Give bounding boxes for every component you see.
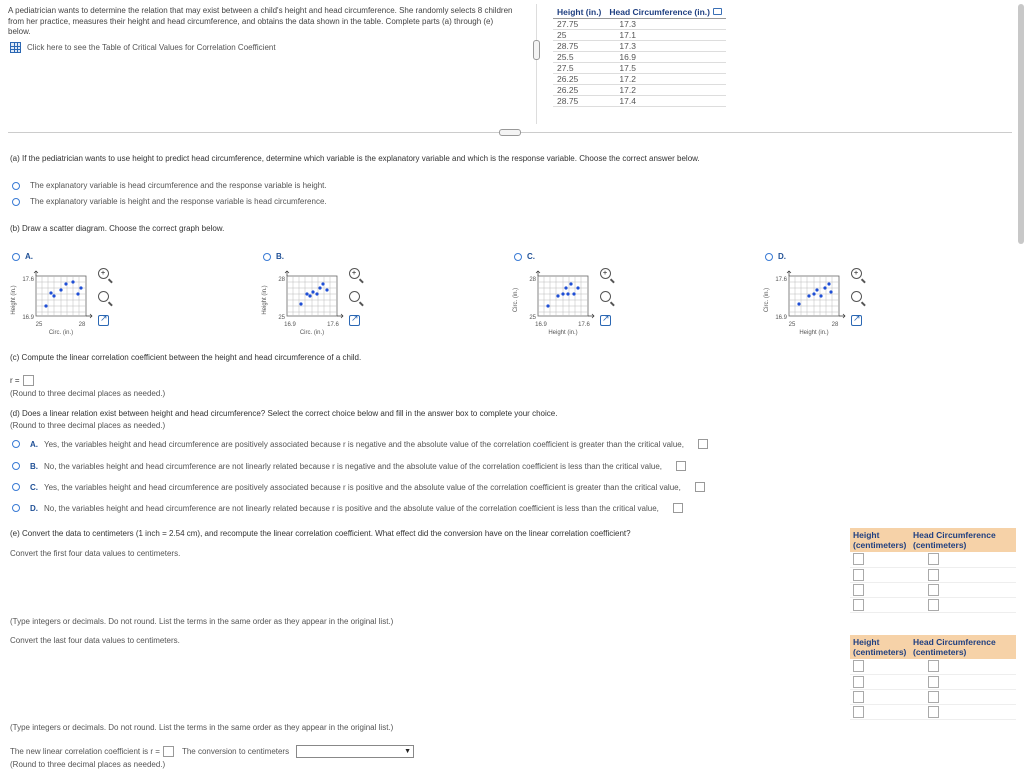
zoom-out-icon[interactable]	[98, 291, 109, 302]
circ-cm-input[interactable]	[928, 706, 939, 718]
part-e-hint-1: (Type integers or decimals. Do not round. List the terms in the same order as they appear in the original list.)	[10, 617, 394, 626]
height-cm-input[interactable]	[853, 553, 864, 565]
y-axis-label: Circ. (in.)	[513, 287, 519, 313]
critical-value-input-b[interactable]	[676, 461, 686, 471]
x-tick-left: 16.9	[535, 322, 547, 328]
chevron-down-icon: ▼	[404, 748, 412, 755]
radio-button[interactable]	[12, 198, 20, 206]
graph-option-c[interactable]: C.	[514, 252, 535, 261]
y-tick-bottom: 16.9	[22, 315, 34, 321]
conversion-table	[850, 635, 1016, 720]
height-cm-input[interactable]	[853, 599, 864, 611]
table-row	[850, 582, 1016, 597]
part-d-option-a[interactable]: A. Yes, the variables height and head circumference are positively associated because r is negative and the absolute value of the correlation coefficient is greater than the critical value,	[12, 439, 708, 449]
conversion-table-last	[850, 635, 1016, 720]
table-row: 28.75 17.3	[553, 41, 726, 52]
y-tick-top: 17.6	[775, 277, 787, 283]
part-d-option-b[interactable]: B. No, the variables height and head circumference are not linearly related because r is negative and the absolute value of the correlation coefficient is less than the critical value,	[12, 461, 686, 471]
r-answer-row: r =	[10, 375, 34, 386]
zoom-out-icon[interactable]	[600, 291, 611, 302]
critical-value-input-a[interactable]	[698, 439, 708, 449]
pane-resize-handle-horizontal[interactable]	[499, 129, 521, 136]
circ-cm-input[interactable]	[928, 553, 939, 565]
table-grid-icon	[10, 42, 21, 53]
part-d-option-d[interactable]: D. No, the variables height and head circumference are not linearly related because r is positive and the absolute value of the correlation coefficient is less than the critical value,	[12, 503, 683, 513]
y-tick-top: 17.6	[22, 277, 34, 283]
radio-button[interactable]	[765, 253, 773, 261]
radio-button[interactable]	[12, 253, 20, 261]
zoom-in-icon[interactable]: +	[98, 268, 109, 279]
y-tick-top: 28	[529, 277, 536, 283]
critical-values-link[interactable]	[10, 42, 276, 53]
popout-icon[interactable]	[600, 315, 611, 326]
convert-last-label: Convert the last four data values to centimeters.	[10, 636, 180, 645]
radio-button[interactable]	[12, 182, 20, 190]
part-b-question: (b) Draw a scatter diagram. Choose the correct graph below.	[10, 224, 225, 233]
part-d-hint: (Round to three decimal places as needed.)	[10, 421, 166, 430]
plot-grid	[538, 276, 588, 316]
table-row	[850, 674, 1016, 689]
x-tick-left: 25	[788, 322, 796, 328]
table-row: 28.75 17.4	[553, 96, 726, 107]
x-axis-label: Height (in.)	[799, 330, 829, 336]
x-tick-right: 17.6	[578, 322, 590, 328]
y-tick-bottom: 25	[529, 315, 536, 321]
x-tick-left: 16.9	[284, 322, 296, 328]
conversion-table	[850, 528, 1016, 613]
circ-cm-input[interactable]	[928, 691, 939, 703]
height-cm-input[interactable]	[853, 584, 864, 596]
conv-header-circumference: Head Circumference (centimeters)	[910, 528, 1016, 552]
part-d-question: (d) Does a linear relation exist between height and head circumference? Select the correct choice below and fill in the answer box to complete your choice.	[10, 409, 558, 418]
radio-button[interactable]	[12, 462, 20, 470]
height-cm-input[interactable]	[853, 706, 864, 718]
convert-first-label: Convert the first four data values to centimeters.	[10, 549, 181, 558]
r-answer-input[interactable]	[23, 375, 34, 386]
x-tick-left: 25	[35, 322, 43, 328]
table-row: 26.25 17.2	[553, 85, 726, 96]
circ-cm-input[interactable]	[928, 660, 939, 672]
radio-button[interactable]	[12, 504, 20, 512]
pane-resize-handle-vertical[interactable]	[533, 40, 540, 60]
circ-cm-input[interactable]	[928, 569, 939, 581]
popout-icon[interactable]	[851, 315, 862, 326]
data-table-header-circumference: Head Circumference (in.)	[605, 6, 726, 19]
new-r-row: The new linear correlation coefficient is r = The conversion to centimeters ▼	[10, 745, 414, 758]
radio-button[interactable]	[12, 440, 20, 448]
plot-grid	[36, 276, 86, 316]
height-cm-input[interactable]	[853, 660, 864, 672]
plot-grid	[789, 276, 839, 316]
conv-header-height: Height (centimeters)	[850, 635, 910, 659]
height-cm-input[interactable]	[853, 691, 864, 703]
x-axis-label: Height (in.)	[548, 330, 578, 336]
height-cm-input[interactable]	[853, 676, 864, 688]
table-row	[850, 567, 1016, 582]
conversion-table-first	[850, 528, 1016, 613]
conv-header-height: Height (centimeters)	[850, 528, 910, 552]
table-row	[850, 597, 1016, 612]
conversion-effect-dropdown[interactable]	[296, 745, 414, 758]
problem-intro: A pediatrician wants to determine the relation that may exist between a child's height and head circumference. She randomly selects 8 children from her practice, measures their height and head circumference, and obtains the data shown in the table. Complete parts (a) through (e) below.	[8, 6, 513, 36]
table-row: 26.25 17.2	[553, 74, 726, 85]
table-row: 27.75 17.3	[553, 19, 726, 30]
y-tick-top: 28	[278, 277, 285, 283]
critical-value-input-c[interactable]	[695, 482, 705, 492]
zoom-in-icon[interactable]: +	[851, 268, 862, 279]
data-table-container	[553, 6, 726, 107]
pane-divider-vertical	[536, 4, 537, 124]
scrollbar-thumb[interactable]	[1018, 4, 1024, 244]
plot-grid	[287, 276, 337, 316]
part-a-option-2[interactable]: The explanatory variable is height and the response variable is head circumference.	[12, 197, 327, 206]
conv-header-circumference: Head Circumference (centimeters)	[910, 635, 1016, 659]
x-axis-label: Circ. (in.)	[299, 330, 325, 336]
part-a-question: (a) If the pediatrician wants to use height to predict head circumference, determine which variable is the explanatory variable and which is the response variable. Choose the correct answer below.	[10, 154, 700, 163]
popout-icon[interactable]	[349, 315, 360, 326]
table-row	[850, 552, 1016, 567]
graph-option-b[interactable]: B.	[263, 252, 284, 261]
table-row	[850, 689, 1016, 704]
table-row	[850, 704, 1016, 719]
critical-value-input-d[interactable]	[673, 503, 683, 513]
part-e-hint-2: (Type integers or decimals. Do not round. List the terms in the same order as they appear in the original list.)	[10, 723, 394, 732]
part-c-question: (c) Compute the linear correlation coefficient between the height and head circumference of a child.	[10, 353, 362, 362]
x-axis-label: Circ. (in.)	[48, 330, 74, 336]
circ-cm-input[interactable]	[928, 584, 939, 596]
circ-cm-input[interactable]	[928, 599, 939, 611]
table-row	[850, 659, 1016, 674]
y-tick-bottom: 16.9	[775, 315, 787, 321]
graph-option-a[interactable]: A.	[12, 252, 33, 261]
radio-button[interactable]	[263, 253, 271, 261]
y-tick-bottom: 25	[278, 315, 285, 321]
new-r-input[interactable]	[163, 746, 174, 757]
zoom-out-icon[interactable]	[851, 291, 862, 302]
radio-button[interactable]	[12, 483, 20, 491]
height-cm-input[interactable]	[853, 569, 864, 581]
data-table	[553, 6, 726, 107]
critical-values-link-text[interactable]: Click here to see the Table of Critical Values for Correlation Coefficient	[27, 43, 276, 52]
part-a-option-1[interactable]: The explanatory variable is head circumference and the response variable is height.	[12, 181, 327, 190]
radio-button[interactable]	[514, 253, 522, 261]
x-tick-right: 28	[831, 322, 839, 328]
x-tick-right: 17.6	[327, 322, 339, 328]
data-table-header-height: Height (in.)	[553, 6, 605, 19]
zoom-in-icon[interactable]: +	[600, 268, 611, 279]
x-tick-right: 28	[78, 322, 86, 328]
table-row: 25 17.1	[553, 30, 726, 41]
y-axis-label: Height (in.)	[11, 285, 17, 315]
part-c-hint: (Round to three decimal places as needed.)	[10, 389, 166, 398]
table-row: 25.5 16.9	[553, 52, 726, 63]
zoom-in-icon[interactable]: +	[349, 268, 360, 279]
y-axis-label: Height (in.)	[262, 285, 268, 315]
zoom-out-icon[interactable]	[349, 291, 360, 302]
table-row: 27.5 17.5	[553, 63, 726, 74]
y-axis-label: Circ. (in.)	[764, 287, 770, 313]
graph-option-d[interactable]: D.	[765, 252, 786, 261]
part-d-option-c[interactable]: C. Yes, the variables height and head circumference are positively associated because r is positive and the absolute value of the correlation coefficient is greater than the critical value,	[12, 482, 705, 492]
circ-cm-input[interactable]	[928, 676, 939, 688]
part-e-question: (e) Convert the data to centimeters (1 inch = 2.54 cm), and recompute the linear correlation coefficient. What effect did the conversion have on the linear correlation coefficient?	[10, 529, 631, 538]
copy-table-icon[interactable]	[713, 8, 722, 15]
part-e-hint-3: (Round to three decimal places as needed.)	[10, 760, 166, 769]
popout-icon[interactable]	[98, 315, 109, 326]
